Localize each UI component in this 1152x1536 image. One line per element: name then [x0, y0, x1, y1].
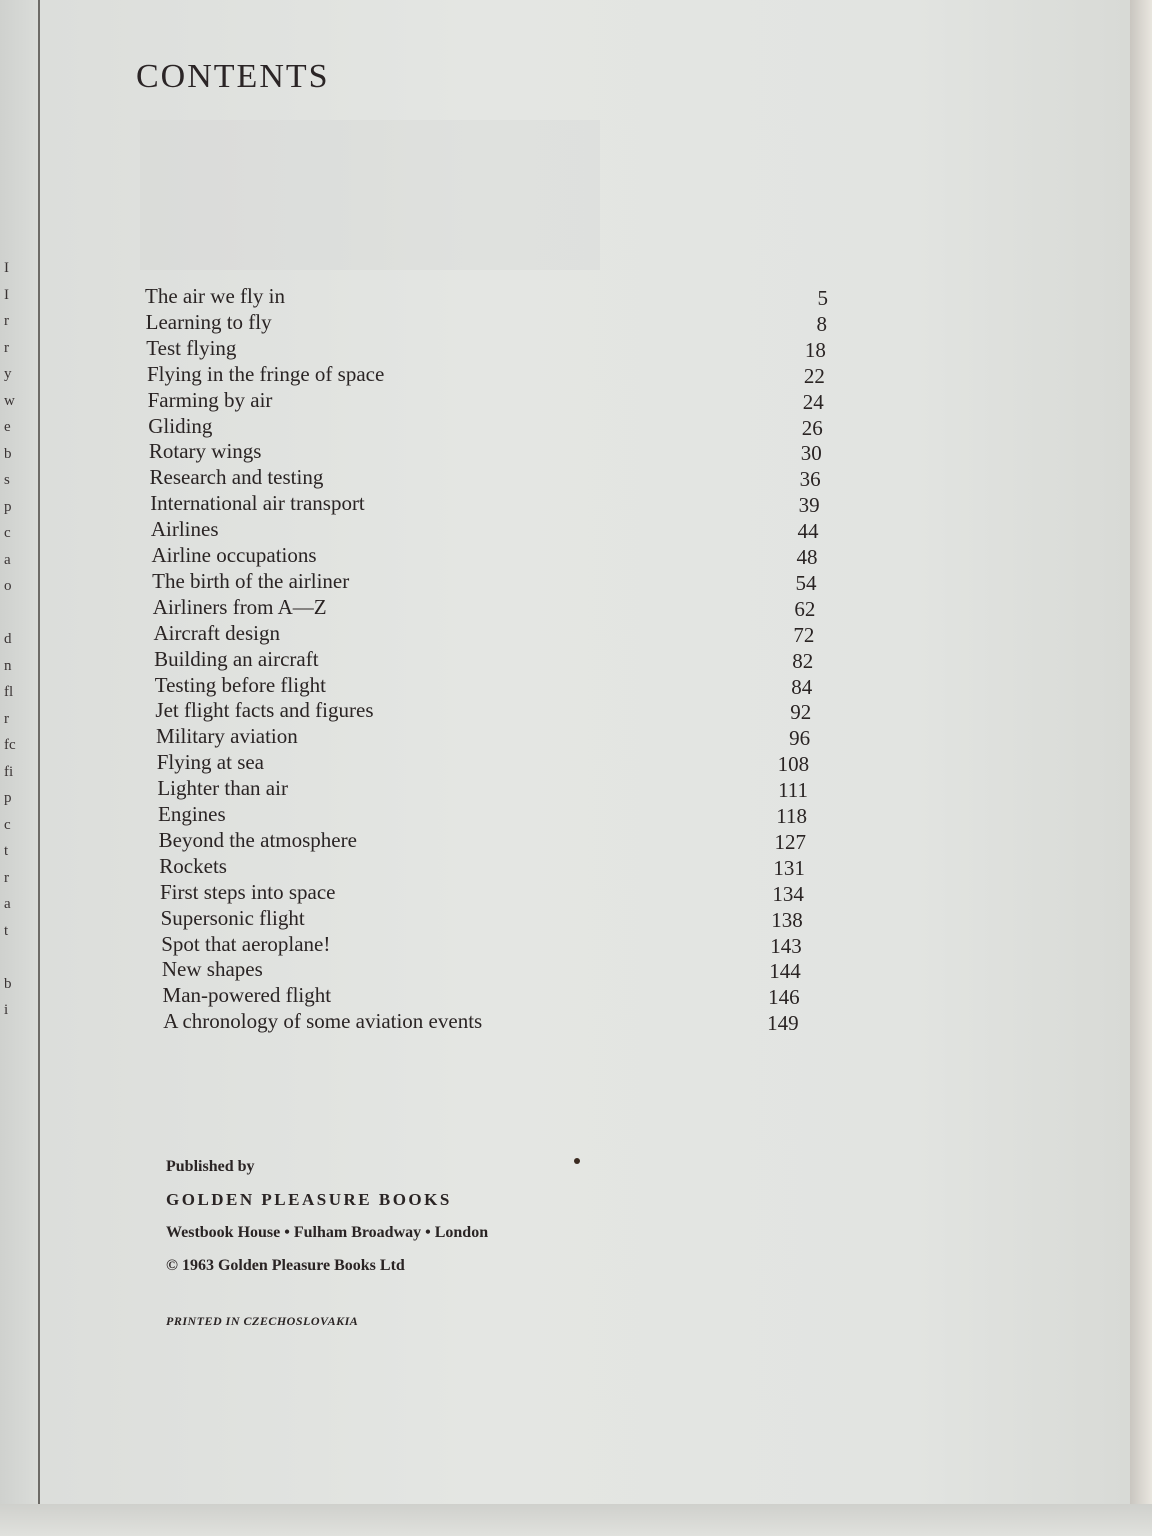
toc-entry — [147, 362, 825, 388]
toc-entry — [151, 517, 819, 543]
toc-entry — [156, 724, 810, 750]
toc-entry — [146, 336, 826, 362]
facing-page-fragment: a — [4, 551, 11, 568]
facing-page-fragment: b — [4, 975, 12, 992]
facing-page-fragment: fi — [4, 763, 14, 780]
toc-entry-title: Testing before flight — [154, 672, 326, 697]
toc-entry-title: Engines — [158, 802, 226, 826]
toc-entry — [155, 698, 811, 724]
toc-entry — [163, 1009, 798, 1035]
toc-entry-title: A chronology of some aviation events — [163, 1009, 483, 1034]
show-through-shadow — [140, 120, 600, 270]
toc-entry-page-number: 48 — [796, 545, 818, 569]
toc-entry-title: Airliners from A—Z — [152, 594, 327, 619]
toc-entry — [155, 673, 813, 699]
facing-page-fragment: p — [4, 790, 12, 806]
publisher-address: Westbook House • Fulham Broadway • London — [166, 1224, 489, 1241]
toc-entry-page-number: 44 — [797, 519, 819, 544]
toc-entry — [161, 906, 803, 932]
toc-entry-page-number: 92 — [790, 700, 812, 725]
toc-entry — [150, 465, 821, 491]
facing-page-fragment: I — [4, 260, 9, 276]
page-title: CONTENTS — [136, 58, 330, 95]
toc-entry — [149, 439, 822, 465]
toc-entry-page-number: 134 — [772, 881, 804, 906]
facing-page-fragment: o — [4, 578, 12, 594]
facing-page-fragment: a — [4, 896, 11, 912]
toc-entry — [157, 750, 809, 776]
right-page-edge — [1130, 0, 1152, 1536]
facing-page-fragment: s — [4, 472, 10, 488]
toc-entry-title: Research and testing — [149, 465, 324, 490]
facing-page-fragment: I — [4, 286, 9, 303]
toc-entry-page-number: 149 — [767, 1011, 799, 1036]
toc-entry-title: New shapes — [161, 957, 263, 982]
toc-entry-page-number: 84 — [791, 674, 813, 699]
publisher-name: GOLDEN PLEASURE BOOKS — [166, 1190, 452, 1209]
toc-entry-page-number: 18 — [804, 337, 826, 362]
facing-page-fragment: fl — [4, 684, 14, 700]
toc-entry-title: The air we fly in — [145, 284, 285, 308]
facing-page-fragment: e — [4, 419, 11, 435]
toc-entry-page-number: 108 — [777, 752, 810, 777]
toc-entry — [150, 491, 819, 517]
toc-entry-page-number: 5 — [817, 286, 828, 310]
toc-entry — [148, 414, 823, 440]
copyright-line: © 1963 Golden Pleasure Books Ltd — [166, 1257, 405, 1274]
toc-entry-page-number: 131 — [773, 855, 805, 880]
toc-entry-title: Military aviation — [156, 724, 298, 749]
facing-page-fragment: r — [4, 710, 9, 727]
toc-entry — [159, 828, 806, 854]
facing-page-fragment: t — [4, 922, 9, 939]
toc-entry — [157, 776, 808, 802]
toc-entry-page-number: 111 — [778, 778, 809, 803]
toc-entry — [161, 932, 802, 958]
printed-in-line: PRINTED IN CZECHOSLOVAKIA — [166, 1314, 359, 1328]
toc-entry — [162, 957, 801, 983]
toc-entry-title: Lighter than air — [157, 776, 288, 801]
toc-entry — [152, 543, 818, 569]
bottom-page-edge — [0, 1504, 1152, 1536]
toc-entry-page-number: 8 — [816, 311, 827, 336]
toc-entry-page-number: 30 — [800, 441, 822, 466]
toc-entry — [159, 854, 805, 880]
toc-entry-page-number: 127 — [774, 829, 806, 854]
toc-entry-title: Flying in the fringe of space — [146, 361, 385, 386]
toc-entry-title: Beyond the atmosphere — [158, 827, 357, 852]
published-by-label: Published by — [166, 1158, 255, 1175]
toc-entry — [160, 880, 804, 906]
toc-entry — [148, 388, 824, 414]
toc-entry-page-number: 143 — [770, 933, 802, 958]
toc-entry-page-number: 144 — [769, 959, 801, 984]
toc-entry-page-number: 72 — [793, 622, 815, 647]
toc-entry-title: Test flying — [146, 335, 237, 360]
toc-entry-title: Flying at sea — [156, 750, 265, 775]
toc-entry — [163, 983, 800, 1009]
toc-entry-page-number: 39 — [798, 493, 820, 518]
facing-page-fragment: b — [4, 445, 12, 462]
toc-entry — [154, 647, 813, 673]
toc-entry-page-number: 96 — [789, 726, 811, 751]
facing-page-fragment: fc — [4, 737, 16, 753]
toc-entry-page-number: 36 — [799, 467, 821, 492]
facing-page-fragment: d — [4, 631, 12, 647]
toc-entry — [152, 569, 816, 595]
toc-entry — [153, 595, 816, 621]
toc-entry-title: Spot that aeroplane! — [161, 931, 331, 956]
toc-entry-title: First steps into space — [159, 879, 336, 904]
left-page-edge — [0, 0, 38, 1536]
toc-entry-page-number: 62 — [794, 596, 816, 621]
toc-entry — [145, 284, 828, 310]
facing-page-fragment: r — [4, 313, 9, 329]
toc-entry — [146, 310, 827, 336]
ink-speck — [574, 1158, 580, 1164]
facing-page-fragment: n — [4, 657, 12, 674]
toc-entry-title: Jet flight facts and figures — [155, 698, 374, 723]
toc-entry-title: Rotary wings — [148, 439, 262, 464]
toc-entry-page-number: 54 — [795, 570, 817, 595]
facing-page-fragment: c — [4, 816, 11, 833]
toc-entry-page-number: 22 — [803, 363, 825, 388]
toc-entry-page-number: 26 — [801, 415, 823, 440]
toc-entry-title: Building an aircraft — [154, 646, 319, 671]
facing-page-fragment: r — [4, 339, 9, 356]
facing-page-text-fragments — [4, 255, 36, 1024]
facing-page-fragment: r — [4, 869, 9, 886]
toc-entry-title: Aircraft design — [153, 620, 280, 645]
facing-page-fragment: t — [4, 843, 9, 859]
facing-page-fragment: c — [4, 525, 11, 541]
facing-page-fragment: i — [4, 1002, 9, 1018]
facing-page-fragment: y — [4, 366, 12, 382]
facing-page-fragment: p — [4, 498, 12, 515]
toc-entry-title: Airlines — [150, 517, 219, 542]
toc-entry-title: Farming by air — [147, 387, 273, 412]
toc-entry-title: Rockets — [159, 853, 227, 878]
toc-entry — [153, 621, 814, 647]
toc-entry-title: The birth of the airliner — [152, 568, 350, 593]
toc-entry-title: Learning to fly — [145, 309, 272, 334]
toc-entry-title: International air transport — [150, 491, 365, 516]
toc-entry-page-number: 24 — [802, 389, 824, 414]
toc-entry-page-number: 82 — [792, 648, 814, 673]
toc-entry-title: Supersonic flight — [160, 905, 305, 930]
toc-entry — [158, 802, 807, 828]
facing-page-fragment — [4, 944, 36, 971]
toc-entry-title: Gliding — [148, 413, 213, 438]
toc-entry-page-number: 118 — [776, 804, 807, 828]
facing-page-fragment: w — [4, 392, 15, 409]
toc-entry-page-number: 138 — [771, 907, 803, 932]
facing-page-fragment — [4, 600, 36, 627]
toc-entry-title: Airline occupations — [151, 543, 317, 567]
toc-entry-title: Man-powered flight — [162, 983, 332, 1008]
toc-entry-page-number: 146 — [768, 985, 800, 1010]
